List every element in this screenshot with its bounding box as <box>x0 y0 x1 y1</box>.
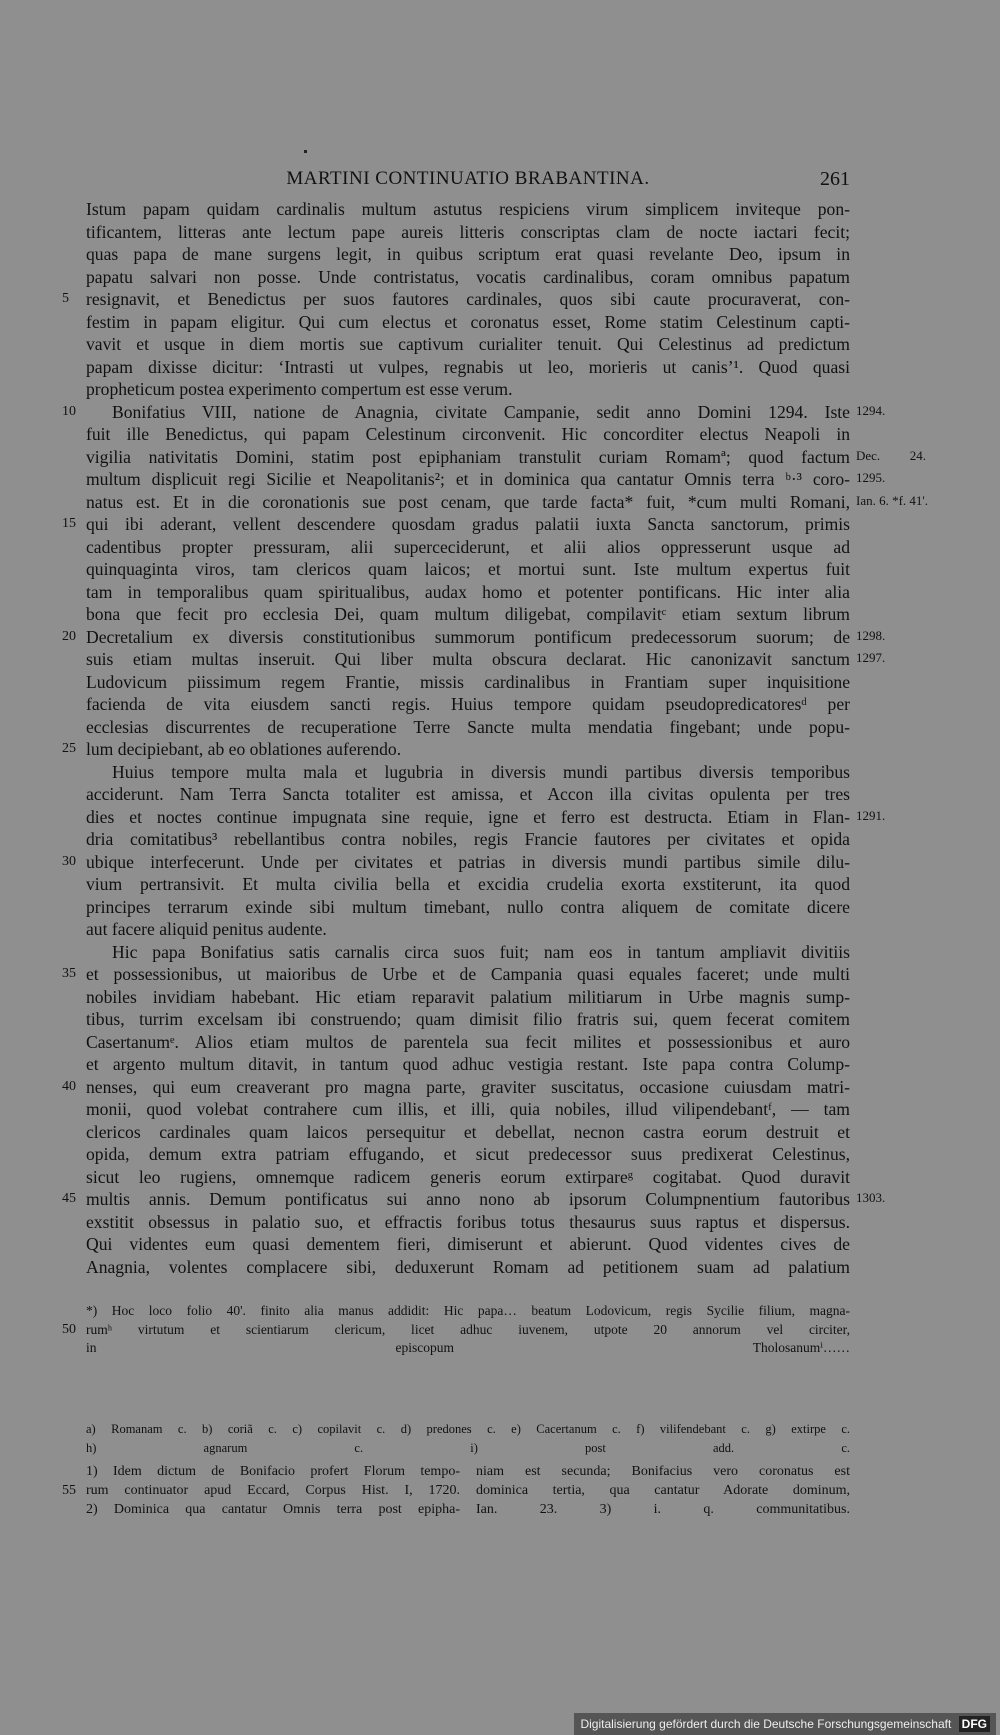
text-line <box>62 963 850 986</box>
text-line <box>86 1439 850 1458</box>
text-line <box>86 581 850 604</box>
line-text: niam est secunda; Bonifacius vero coronatus est <box>476 1464 850 1479</box>
text-line <box>86 1166 850 1189</box>
line-text: Hic papa Bonifatius satis carnalis circa suos fuit; nam eos in tantum ampliavit divitiis <box>112 941 850 962</box>
text-line <box>86 648 886 671</box>
text-line <box>86 1053 850 1076</box>
text-line <box>86 491 929 514</box>
line-text: rumʰ virtutum et scientiarum clericum, licet adhuc iuvenem, utpote 20 annorum vel circiter, <box>86 1321 850 1337</box>
line-text: a) Romanam c. b) coriã c. c) copilavit c. d) predones c. e) Cacertanum c. f) vilifendebant c. g) extirpe c. <box>86 1422 850 1436</box>
line-text: *) Hoc loco folio 40'. finito alia manus addidit: Hic papa… beatum Lodovicum, regis Sycilie filium, magna- <box>86 1303 850 1318</box>
line-text: ubique interfecerunt. Unde per civitates et patrias in diversis mundi partibus simile dilu- <box>86 851 850 872</box>
line-text: multis annis. Demum pontificatus sui anno nono ab ipsorum Columpnentium fautoribus <box>86 1189 850 1209</box>
text-line <box>86 1302 850 1321</box>
main-text-block <box>62 198 929 1278</box>
text-line <box>62 401 886 424</box>
margin-date: 1295. <box>856 470 886 485</box>
line-text: principes terrarum exinde sibi multum timebant, nullo contra aliquem de comitate dicere <box>86 896 850 917</box>
text-line <box>86 1339 850 1358</box>
line-text: propheticum postea experimento compertum est esse verum. <box>86 379 513 399</box>
line-number: 45 <box>62 1191 76 1206</box>
line-text: suis etiam multas inseruit. Qui liber multa obscura declarat. Hic canonizavit sanctum <box>86 649 850 669</box>
margin-date: 1291. <box>856 807 886 823</box>
line-number: 35 <box>62 966 76 981</box>
text-line <box>62 288 850 311</box>
margin-date: 1298. <box>856 627 886 643</box>
text-line <box>62 738 850 761</box>
line-text: Istum papam quidam cardinalis multum astutus respiciens virum simplicem inviteque pon- <box>86 199 850 219</box>
line-text: rum continuator apud Eccard, Corpus Hist. I, 1720. <box>86 1483 460 1498</box>
addition-note <box>62 1302 850 1358</box>
line-text: vium pertransivit. Et multa civilia bella et excidia crudelia exorta exstiterunt, ita quod <box>86 874 850 894</box>
line-text: Casertanumᵉ. Alios etiam multos de parentela sua fecit milites et possessionibus et auro <box>86 1031 850 1052</box>
line-text: dies et noctes continue impugnata sine requie, igne et ferro est destructa. Etiam in Flan- <box>86 806 850 827</box>
line-text: nobiles invidiam habebant. Hic etiam reparavit palatium militiarum in Urbe magnis sump- <box>86 986 850 1007</box>
text-line <box>86 1233 850 1256</box>
line-text: tam in temporalibus quam spiritualibus, audax homo et potenter pontificans. Hic inter alia <box>86 581 850 602</box>
margin-date: Ian. 6. *f. 41'. <box>856 492 929 508</box>
line-number: 25 <box>62 741 76 756</box>
text-line <box>476 1500 850 1519</box>
text-line <box>86 1256 850 1279</box>
text-line <box>86 536 850 559</box>
page-mark <box>304 150 307 153</box>
text-line <box>86 1008 850 1031</box>
line-text: et argento multum ditavit, in tantum quod adhuc vestigia restant. Iste papa contra Colump- <box>86 1054 850 1074</box>
text-line <box>86 311 850 334</box>
margin-date: 1297. <box>856 650 886 665</box>
text-line <box>86 1143 850 1166</box>
line-text: Qui videntes eum quasi dementem fieri, dimiserunt et abierunt. Quod videntes cives de <box>86 1234 850 1254</box>
text-line <box>86 333 850 356</box>
line-text: qui ibi aderant, vellent descendere quosdam gradus palatii iuxta Sancta sanctorum, primis <box>86 514 850 534</box>
line-text: Ian. 23. 3) i. q. communitatibus. <box>476 1502 850 1517</box>
line-text: ecclesias discurrentes de recuperatione Terre Sancte multa mendatia fingebant; unde popu- <box>86 716 850 737</box>
text-line <box>86 986 850 1009</box>
text-line <box>62 513 850 536</box>
line-number: 50 <box>62 1321 76 1337</box>
text-line <box>476 1481 850 1500</box>
line-text: natus est. Et in die coronationis sue post cenam, que tarde facta* fuit, *cum multi Romani, <box>86 491 850 512</box>
line-number: 5 <box>62 291 69 306</box>
text-line <box>86 783 850 806</box>
text-line <box>86 198 850 221</box>
line-text: cadentibus propter pressuram, alii superceciderunt, et alii alios oppresserunt usque ad <box>86 536 850 557</box>
line-text: vigilia nativitatis Domini, statim post epiphaniam transtulit curiam Romamª; quod factum <box>86 446 850 467</box>
text-line <box>86 378 850 401</box>
line-text: Huius tempore multa mala et lugubria in diversis mundi partibus diversis temporibus <box>112 761 850 782</box>
text-line <box>86 806 886 829</box>
text-line <box>62 626 886 649</box>
line-text: dria comitatibus³ rebellantibus contra nobiles, regis Francie fautores per civitates et opida <box>86 829 850 849</box>
footnotes-right-column <box>476 1462 850 1519</box>
line-text: 1) Idem dictum de Bonifacio profert Florum tempo- <box>86 1464 460 1479</box>
line-text: vavit et usque in diem mortis sue captivum curialiter tenuit. Qui Celestinus ad predictum <box>86 334 850 354</box>
text-line <box>86 266 850 289</box>
line-text: facienda de vita eiusdem sancti regis. Huius tempore quidam pseudopredicatoresᵈ per <box>86 694 850 714</box>
text-line <box>86 941 850 964</box>
page-title: MARTINI CONTINUATIO BRABANTINA. <box>286 168 650 189</box>
text-line <box>86 1121 850 1144</box>
text-line <box>86 558 850 581</box>
line-text: in episcopum Tholosanumⁱ…… <box>86 1340 850 1355</box>
text-line <box>62 851 850 874</box>
line-text: tibus, turrim excelsam ibi construendo; quam dimisit filio fratris sui, quem fecerat comitem <box>86 1009 850 1029</box>
line-text: aut facere aliquid penitus audente. <box>86 919 327 939</box>
page-number: 261 <box>820 168 850 190</box>
margin-date: 1303. <box>856 1190 886 1205</box>
text-line <box>86 873 850 896</box>
text-line <box>86 356 850 379</box>
margin-date: 1294. <box>856 402 886 418</box>
dfg-logo: DFG <box>959 1716 990 1732</box>
line-text: Bonifatius VIII, natione de Anagnia, civitate Campanie, sedit anno Domini 1294. Iste <box>112 401 850 422</box>
line-text: exstitit obsessus in palatio suo, et effractis foribus totus thesaurus suus raptus et dispersus. <box>86 1211 850 1232</box>
line-number: 55 <box>62 1483 76 1498</box>
line-text: papam dixisse dicitur: ‘Intrasti ut vulpes, regnabis ut leo, morieris ut canis’¹. Quod quasi <box>86 356 850 377</box>
line-text: nenses, qui eum creaverant pro magna parte, graviter suscitatus, occasione cuiusdam matri- <box>86 1076 850 1097</box>
running-header <box>86 168 850 192</box>
line-number: 40 <box>62 1078 76 1094</box>
text-line <box>86 1211 850 1234</box>
text-line <box>86 671 850 694</box>
text-line <box>86 1462 460 1481</box>
line-text: 2) Dominica qua cantatur Omnis terra post epipha- <box>86 1502 460 1517</box>
text-line <box>86 1031 850 1054</box>
line-text: quas papa de mane surgens legit, in quibus scriptum erat quasi revelante Deo, ipsum in <box>86 244 850 264</box>
text-line <box>86 446 926 469</box>
text-line <box>86 1098 850 1121</box>
text-line <box>62 1321 850 1340</box>
text-line <box>86 468 886 491</box>
variant-notes <box>86 1420 850 1457</box>
text-line <box>476 1462 850 1481</box>
margin-date: Dec. 24. <box>856 447 926 463</box>
text-line <box>86 828 850 851</box>
line-number: 20 <box>62 628 76 644</box>
line-text: multum displicuit regi Sicilie et Neapolitanis²; et in dominica qua cantatur Omnis terra ᵇ·³ coro- <box>86 469 850 489</box>
text-line <box>62 1188 886 1211</box>
line-text: sicut leo rugiens, omnemque radicem generis eorum extirpareᵍ cogitabat. Quod duravit <box>86 1166 850 1187</box>
line-text: quinquaginta viros, tam clericos quam laicos; et mortui sunt. Iste multum expertus fuit <box>86 559 850 579</box>
line-text: bona que fecit pro ecclesia Dei, quam multum diligebat, compilavitᶜ etiam sextum librum <box>86 604 850 624</box>
line-text: lum decipiebant, ab eo oblationes auferendo. <box>86 739 402 759</box>
digitization-credit <box>574 1713 996 1735</box>
text-line <box>86 1420 850 1439</box>
text-line <box>86 221 850 244</box>
line-text: Anagnia, volentes complacere sibi, deduxerunt Romam ad petitionem suam ad palatium <box>86 1256 850 1277</box>
line-text: Decretalium ex diversis constitutionibus summorum pontificum predecessorum suorum; de <box>86 626 850 647</box>
text-line <box>62 1076 850 1099</box>
line-text: papatu salvari non posse. Unde contristatus, vocatis cardinalibus, coram omnibus papatum <box>86 266 850 287</box>
line-text: et possessionibus, ut maioribus de Urbe et de Campania quasi equales faceret; unde multi <box>86 964 850 984</box>
footnotes-left-column <box>62 1462 460 1519</box>
line-text: festim in papam eligitur. Qui cum electus et coronatus esset, Rome statim Celestinum capti- <box>86 311 850 332</box>
text-line <box>86 716 850 739</box>
line-text: Ludovicum piissimum regem Frantie, missis cardinalibus in Frantiam super inquisitione <box>86 671 850 692</box>
line-text: resignavit, et Benedictus per suos fautores cardinales, quos sibi caute procuraverat, con- <box>86 289 850 309</box>
line-number: 15 <box>62 516 76 531</box>
line-text: opida, demum extra patriam effugando, et sicut predecessor suus predixerat Celestinus, <box>86 1144 850 1164</box>
line-number: 30 <box>62 853 76 869</box>
line-text: acciderunt. Nam Terra Sancta totaliter est amissa, et Accon illa civitas opulenta per tres <box>86 784 850 804</box>
text-line <box>86 243 850 266</box>
text-line <box>86 896 850 919</box>
text-line <box>86 918 850 941</box>
text-line <box>86 603 850 626</box>
line-text: fuit ille Benedictus, qui papam Celestinum circonvenit. Hic concorditer electus Neapoli in <box>86 424 850 444</box>
line-text: clericos cardinales quam laicos persequitur et debellat, necnon castra eorum destruit et <box>86 1121 850 1142</box>
line-text: monii, quod volebat contrahere cum illis, et illi, quia nobiles, illud vilipendebantᶠ, — tam <box>86 1099 850 1119</box>
line-number: 10 <box>62 403 76 419</box>
text-line <box>86 693 850 716</box>
credit-text: Digitalisierung gefördert durch die Deutsche Forschungsgemeinschaft <box>580 1717 952 1731</box>
line-text: tificantem, litteras ante lectum pape aureis litteris conscriptas clam de nocte iactari fecit; <box>86 221 850 242</box>
line-text: dominica tertia, qua cantatur Adorate dominum, <box>476 1483 850 1498</box>
text-line <box>62 1481 460 1500</box>
line-text: h) agnarum c. i) post add. c. <box>86 1440 850 1455</box>
text-line <box>86 1500 460 1519</box>
text-line <box>86 761 850 784</box>
text-line <box>86 423 850 446</box>
